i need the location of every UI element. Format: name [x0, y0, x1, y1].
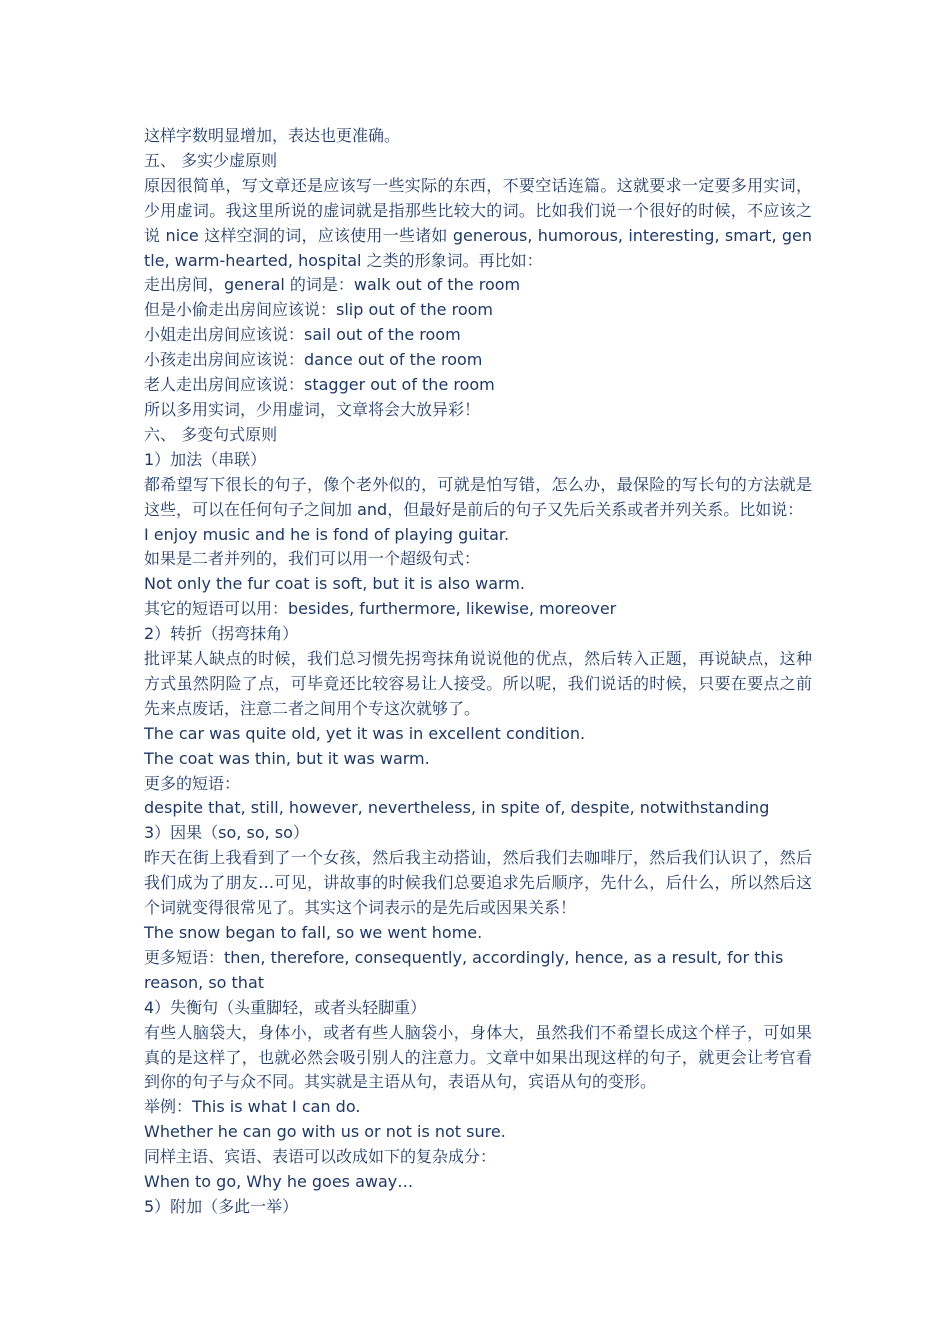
text-line: 所以多用实词，少用虚词，文章将会大放异彩！: [144, 399, 481, 419]
text-line: 但是小偷走出房间应该说：slip out of the room: [144, 300, 494, 320]
example-sentence: The coat was thin, but it was warm.: [144, 748, 430, 768]
example-sentence: The snow began to fall, so we went home.: [144, 923, 483, 942]
example-sentence: When to go, Why he goes away…: [144, 1172, 414, 1192]
example-sentence: Not only the fur coat is soft, but it is also warm.: [144, 574, 526, 594]
paragraph: 更多短语：then, therefore, consequently, accordingly, hence, as a result, for this reason, so that: [144, 947, 784, 992]
text-line: 这样字数明显增加，表达也更准确。: [144, 126, 401, 145]
section-heading: 五、 多实少虚原则: [144, 150, 278, 170]
paragraph: 昨天在街上我看到了一个女孩，然后我主动搭讪，然后我们去咖啡厅，然后我们认识了，然后我们成为了朋友…可见，讲故事的时候我们总要追求先后顺序，先什么，后什么，所以然后这个词就变得很常见了。其实这个词表示的是先后或因果关系！: [144, 848, 812, 918]
text-line: 小孩走出房间应该说：dance out of the room: [144, 350, 483, 370]
subsection-heading: 4）失衡句（头重脚轻，或者头轻脚重）: [144, 997, 427, 1017]
example-sentence: The car was quite old, yet it was in excellent condition.: [144, 723, 586, 743]
text-line: 同样主语、宾语、表语可以改成如下的复杂成分：: [144, 1147, 497, 1167]
document-body: [144, 124, 812, 1220]
text-line: 老人走出房间应该说：stagger out of the room: [144, 375, 495, 395]
subsection-heading: 3）因果（so, so, so）: [144, 823, 309, 843]
subsection-heading: 2）转折（拐弯抹角）: [144, 624, 299, 644]
example-sentence: Whether he can go with us or not is not sure.: [144, 1122, 506, 1142]
text-line: despite that, still, however, nevertheless, in spite of, despite, notwithstanding: [144, 798, 770, 818]
text-line: 小姐走出房间应该说：sail out of the room: [144, 325, 461, 345]
paragraph: 原因很简单，写文章还是应该写一些实际的东西，不要空话连篇。这就要求一定要多用实词，少用虚词。我这里所说的虚词就是指那些比较大的词。比如我们说一个很好的时候，不应该之说 nice 这样空洞的词，应该使用一些诸如 generous, humorous, interesting, smart, gentle, warm-hearted, hospital 之类的形象词。再比如：: [144, 175, 812, 270]
text-line: 其它的短语可以用：besides, furthermore, likewise, moreover: [144, 599, 617, 619]
paragraph: 批评某人缺点的时候，我们总习惯先拐弯抹角说说他的优点，然后转入正题，再说缺点，这种方式虽然阴险了点，可毕竟还比较容易让人接受。所以呢，我们说话的时候，只要在要点之前先来点废话，注意二者之间用个专这次就够了。: [144, 649, 812, 718]
paragraph: 有些人脑袋大，身体小，或者有些人脑袋小，身体大，虽然我们不希望长成这个样子，可如果真的是这样了，也就必然会吸引别人的注意力。文章中如果出现这样的句子，就更会让考官看到你的句子与众不同。其实就是主语从句，表语从句，宾语从句的变形。: [144, 1022, 812, 1092]
paragraph: 都希望写下很长的句子，像个老外似的，可就是怕写错，怎么办，最保险的写长句的方法就是这些，可以在任何句子之间加 and，但最好是前后的句子又先后关系或者并列关系。比如说：: [144, 474, 812, 519]
text-line: 更多的短语：: [144, 773, 241, 793]
example-sentence: I enjoy music and he is fond of playing guitar.: [144, 524, 510, 544]
subsection-heading: 1）加法（串联）: [144, 449, 267, 469]
text-line: 举例：This is what I can do.: [144, 1097, 361, 1117]
text-line: 如果是二者并列的，我们可以用一个超级句式：: [144, 549, 481, 569]
text-line: 走出房间，general 的词是：walk out of the room: [144, 275, 521, 295]
subsection-heading: 5）附加（多此一举）: [144, 1196, 299, 1216]
section-heading: 六、 多变句式原则: [144, 424, 278, 444]
